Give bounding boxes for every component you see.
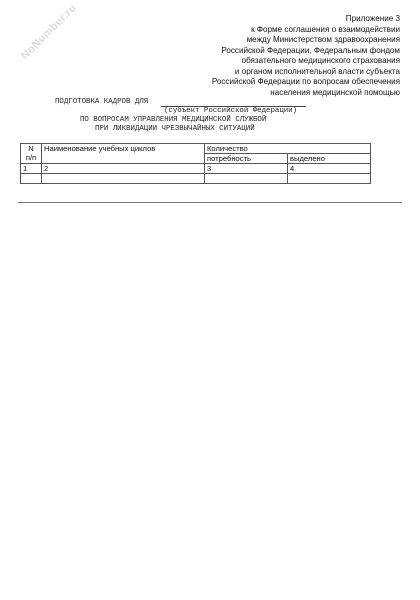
index-cell: 4 [288,164,371,174]
table-row [21,174,371,184]
subject-hint: (субъект Российской Федерации) [164,107,298,115]
table-cell [205,174,288,184]
table-cell [21,174,42,184]
table-cell [288,174,371,184]
index-cell: 3 [205,164,288,174]
header-allocated: выделено [288,154,371,164]
training-table [20,143,371,184]
header-need: потребность [205,154,288,164]
header-number [21,144,42,164]
appendix-line: и органом исполнительной власти субъекта [234,66,400,76]
header-number-sub: п/п [25,153,37,162]
divider [18,202,402,203]
index-cell: 2 [42,164,205,174]
header-number-label: N [28,144,34,153]
appendix-line: между Министерством здравоохранения [246,35,400,44]
table-cell [42,174,205,184]
appendix-line: населения медицинской помощью [270,87,400,97]
header-quantity: Количество [205,144,371,154]
table-index-row [21,164,371,174]
watermark: NoNumber.ru [18,1,80,63]
appendix-line: Российской Федерации по вопросам обеспечения [211,77,400,86]
heading-line-1: ПОДГОТОВКА КАДРОВ ДЛЯ [55,98,149,106]
heading-line-2: ПО ВОПРОСАМ УПРАВЛЕНИЯ МЕДИЦИНСКОЙ СЛУЖБОЙ [80,116,267,124]
appendix-line: обязательного медицинского страхования [241,56,400,65]
appendix-line: Российской Федерации, Федеральным фондом [221,45,400,55]
index-cell: 1 [21,164,42,174]
appendix-line: Приложение 3 [345,14,400,23]
heading-line-3: ПРИ ЛИКВИДАЦИИ ЧРЕЗВЫЧАЙНЫХ СИТУАЦИЙ [95,125,255,133]
table-header-row [21,144,371,154]
appendix-block [212,14,400,98]
header-cycle-name: Наименование учебных циклов [42,144,205,164]
appendix-line: к Форме соглашения о взаимодействии [251,24,400,34]
